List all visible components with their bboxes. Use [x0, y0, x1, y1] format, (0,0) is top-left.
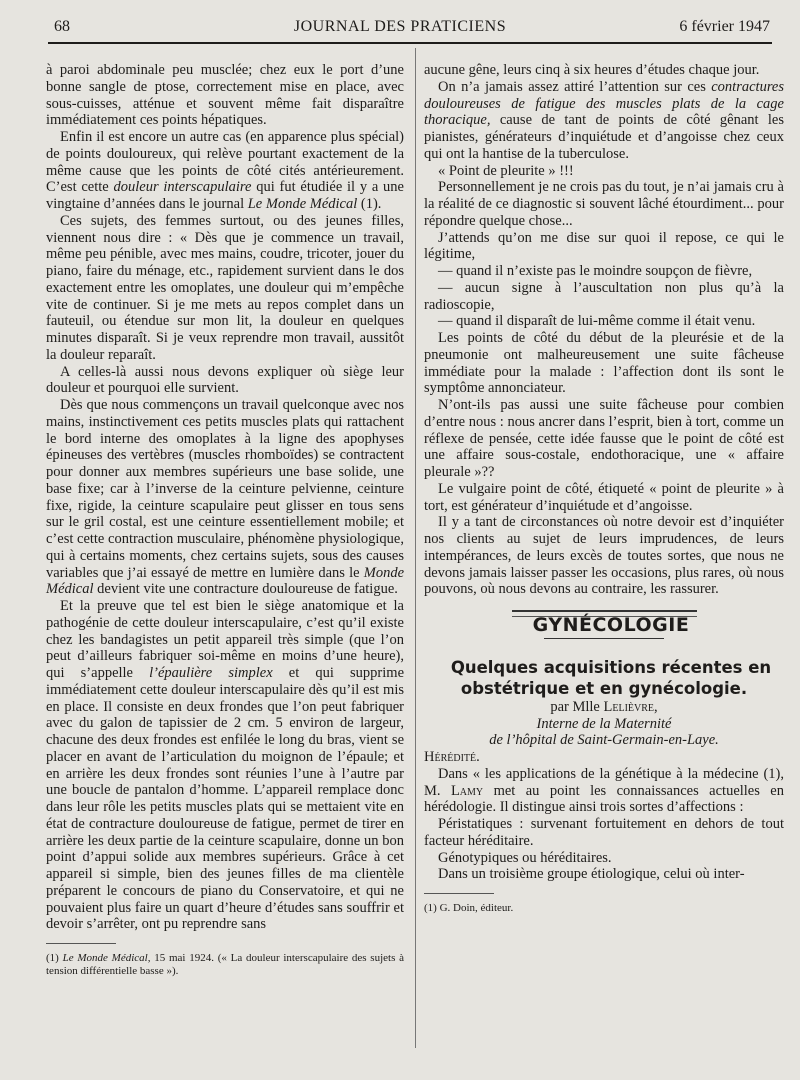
paragraph: [424, 79, 784, 163]
journal-title: JOURNAL DES PRATICIENS: [293, 18, 507, 35]
page-header: [30, 18, 770, 40]
paragraph: N’ont-ils pas aussi une suite fâcheuse pour combien d’entre nous : nous ancrer dans l’esprit, bien à tort, comme un réflexe de pensée, cette idée fausse que le point de côté est une affaire sous-costale, endothoracique, une « affaire pleurale »??: [424, 397, 784, 480]
paragraph: J’attends qu’on me dise sur quoi il repose, ce qui le légitime,: [424, 229, 784, 263]
column-divider: [415, 48, 416, 1048]
text-run: 15 mai 1924. (« La douleur interscapulaire des sujets à tension différentielle basse »).: [46, 952, 405, 977]
paragraph: Ces sujets, des femmes surtout, ou des jeunes filles, viennent nous dire : « Dès que je commence un travail, même peu pénible, avec mes mains, coudre, tricoter, jouer du piano, faire du ménage, etc., rapidement survient dans le dos exactement entre les omoplates, une douleur qui m’empêche vite de continuer. Si je me mets au repos complet dans un fauteuil, ou étendue sur mon lit, la douleur en quelques minutes disparaît. Si je veux reprendre mon travail, aussitôt la douleur reparaît.: [46, 212, 404, 363]
text-run: Et la preuve que tel est bien le siège anatomique et la pathogénie de cette douleur interscapulaire, c’est qu’il existe chez les bandagistes un petit appareil très simple (que l’on peut d’ailleurs fabriquer soi-même en moins d’une heure), qui s’appelle: [46, 598, 404, 681]
text-run: Enfin il est encore un autre cas (en apparence plus spécial) de points douloureux, qui relève pourtant exactement de la même cause que les points de côté cités antérieurement. C’est cette: [46, 129, 404, 196]
footnote-rule: [46, 943, 116, 944]
emphasis: contractures douloureuses de fatigue des muscles plats de la cage thoracique,: [424, 78, 785, 129]
paragraph: — aucun signe à l’auscultation non plus qu’à la radioscopie,: [424, 279, 784, 313]
article-title-line: Quelques acquisitions récentes en: [450, 657, 772, 677]
text-run: On n’a jamais assez attiré l’attention sur ces: [438, 78, 706, 95]
paragraph: [46, 397, 404, 598]
emphasis: Monde Médical: [46, 564, 404, 598]
emphasis: Le Monde Médical,: [62, 952, 151, 964]
text-run: devient vite une contracture douloureuse de fatigue.: [97, 581, 398, 598]
paragraph: Génotypiques ou héréditaires.: [438, 849, 612, 866]
paragraph: Personnellement je ne crois pas du tout, je n’ai jamais cru à la réalité de ce diagnostic si souvent lâché étourdiment... pour répondre quelque chose...: [424, 179, 784, 229]
cited-author: Lamy: [450, 782, 484, 799]
paragraph: « Point de pleurite » !!!: [438, 162, 574, 179]
byline-prefix: par Mlle: [550, 698, 600, 715]
issue-date: 6 février 1947: [679, 18, 770, 35]
left-column: [46, 62, 404, 978]
paragraph: A celles-là aussi nous devons expliquer où siège leur douleur et pourquoi elle survient.: [46, 363, 404, 397]
text-run: Dès que nous commençons un travail quelconque avec nos mains, instinctivement ces petits muscles plats qui rattachent le bord interne des omoplates à la ligne des apophyses épineuses des vertèbres (muscles rhomboïdes) se contractent pour donner aux membres supérieurs une base solide, une base fixe; car à l’inverse de la ceinture pelvienne, ceinture fixe, rigide, la ceinture scapulaire peut glisser en tous sens sur le gril costal, est une ceinture essentiellement mobile; et c’est cette contraction musculaire, phénomène physiologique, qui à certains moments, chez certains sujets, sous des causes variables que j’ai essayé de mettre en lumière dans le: [46, 397, 404, 581]
footnote-ref: (1).: [360, 196, 382, 212]
paragraph: Il y a tant de circonstances où notre devoir est d’inquiéter nos clients au sujet de leurs imprudences, de leurs intempérances, de leurs excès de toutes sortes, que nous ne devons jamais laisser passer les occasions, plus rares, où nous pouvons, où nous devons au contraire, les rassurer.: [424, 514, 784, 598]
emphasis: Le Monde Médical: [247, 196, 358, 212]
paragraph: Le vulgaire point de côté, étiqueté « point de pleurite » à tort, est générateur d’inquiétude et d’angoisse.: [424, 480, 784, 514]
paragraph: Péristatiques : survenant fortuitement en dehors de tout facteur héréditaire.: [424, 816, 784, 849]
emphasis: l’épaulière simplex: [149, 665, 273, 681]
article-title: [424, 657, 784, 699]
paragraph: [46, 598, 404, 933]
text-run: Dans « les applications de la génétique à la médecine (1), M.: [424, 765, 784, 799]
paragraph: — quand il disparaît de lui-même comme il était venu.: [438, 313, 756, 330]
footnote-rule: [424, 893, 494, 894]
paragraph: [46, 129, 404, 213]
footnote: [46, 952, 404, 978]
article-title-line: obstétrique et en gynécologie.: [460, 678, 748, 698]
right-column: [424, 62, 784, 915]
paragraph: Dans un troisième groupe étiologique, celui où inter-: [438, 866, 745, 883]
header-rule: [48, 42, 772, 44]
byline: [424, 699, 784, 716]
text-run: cause de tant de points de côté gênant les pianistes, générateurs d’inquiétude et d’angoisse chez ceux qui ont la hantise de la tuberculose.: [424, 112, 785, 162]
affiliation: Interne de la Maternité: [536, 715, 672, 732]
paragraph: aucune gêne, leurs cinq à six heures d’études chaque jour.: [424, 62, 760, 78]
emphasis: douleur interscapulaire: [113, 179, 252, 196]
section-rule-bottom: [544, 638, 664, 639]
text-run: met au point les connaissances actuelles en hérédologie. Il distingue ainsi trois sortes d’affections :: [424, 782, 784, 816]
paragraph: — quand il n’existe pas le moindre soupçon de fièvre,: [438, 263, 753, 279]
text-run: et qui supprime immédiatement cette douleur interscapulaire dès qu’il est mis en place. Il consiste en deux frondes que l’on peut fabriquer avec du galon de tapissier de 2 cm. 5 environ de largeur, chacune des deux frondes est enfilée le long du bras, vient se placer en avant de l’articulation du moignon de l’épaule; et en arrière les deux frondes sont réunies l’une à l’autre par une boucle de pantalon d’homme. L’appareil remplace donc dans leur rôle les petits muscles plats qui se mettaient vite en état de contracture douloureuse de fatigue, permet de tirer en arrière les deux partie de la ceinture scapulaire, donne un bon point d’appui solide aux membres supérieurs. Grâce à cet appareil si simple, bien des jeunes filles de ma clientèle préparent le concours de piano du Conservatoire, et qui ne pouvaient plus faire un quart d’heure d’études sans souffrir et devoir s’arrêter, ont pu reprendre sans: [46, 665, 404, 933]
section-rule-top: [512, 610, 697, 612]
subheading: Hérédité.: [424, 749, 480, 765]
affiliation: de l’hôpital de Saint-Germain-en-Laye.: [489, 732, 719, 749]
text-run: (1): [46, 952, 59, 964]
page-number: 68: [54, 18, 70, 35]
footnote: (1) G. Doin, éditeur.: [424, 902, 514, 914]
text-run: qui fut étudiée il y a une vingtaine d’années dans le journal: [46, 179, 404, 212]
paragraph: à paroi abdominale peu musclée; chez eux le port d’une bonne sangle de ptose, correctement mise en place, avec sous-cuisses, atténue et souvent même fait disparaître immédiatement ces points hépatiques.: [46, 62, 404, 129]
author-name: Lelièvre,: [603, 698, 658, 715]
section-title: GYNÉCOLOGIE: [532, 614, 690, 636]
paragraph: [424, 766, 784, 816]
paragraph: Les points de côté du début de la pleurésie et de la pneumonie ont malheureusement une suite fâcheuse immédiate pour la malade : l’affection dont ils sont le symptôme annonciateur.: [424, 330, 784, 397]
